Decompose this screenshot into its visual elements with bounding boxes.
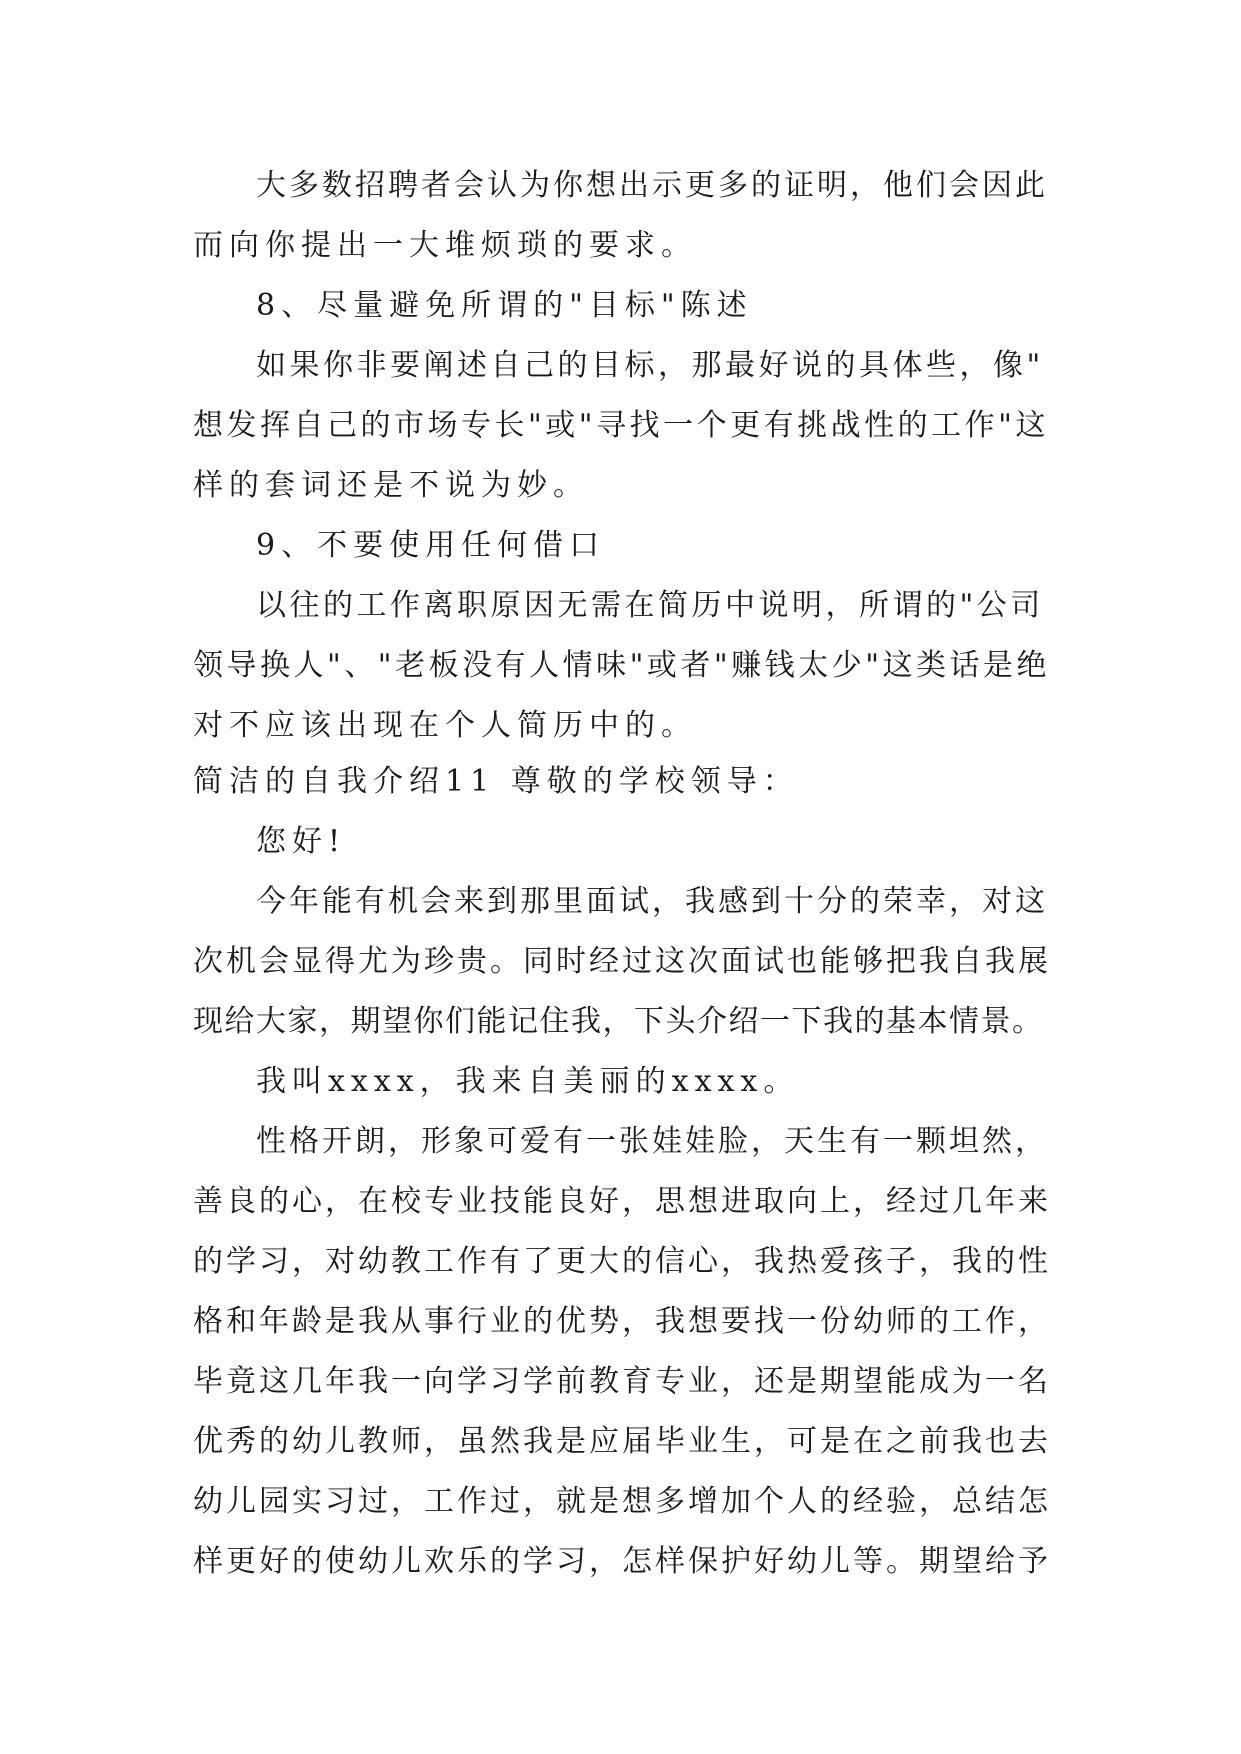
paragraph-line: 样的套词还是不说为妙。 — [193, 468, 589, 503]
section-title: 简洁的自我介绍11 尊敬的学校领导： — [193, 764, 799, 799]
numbered-heading: 9、不要使用任何借口 — [256, 528, 606, 563]
paragraph-line: 如果你非要阐述自己的目标，那最好说的具体些，像" — [256, 348, 1044, 383]
paragraph-line: 对不应该出现在个人简历中的。 — [193, 708, 697, 743]
paragraph-line: 性格开朗，形象可爱有一张娃娃脸，天生有一颗坦然， — [256, 1124, 1048, 1159]
paragraph-line: 善良的心，在校专业技能良好，思想进取向上，经过几年来 — [193, 1184, 1051, 1219]
paragraph-line: 想发挥自己的市场专长"或"寻找一个更有挑战性的工作"这 — [193, 408, 1049, 443]
paragraph-line: 的学习，对幼教工作有了更大的信心，我热爱孩子，我的性 — [193, 1244, 1051, 1279]
greeting: 您好! — [256, 824, 347, 859]
paragraph-line: 领导换人"、"老板没有人情味"或者"赚钱太少"这类话是绝 — [193, 648, 1050, 683]
paragraph-line: 优秀的幼儿教师，虽然我是应届毕业生，可是在之前我也去 — [193, 1424, 1051, 1459]
paragraph-line: 现给大家，期望你们能记住我，下头介绍一下我的基本情景。 — [193, 1004, 1044, 1039]
paragraph-line: 以往的工作离职原因无需在简历中说明，所谓的"公司 — [256, 588, 1044, 623]
numbered-heading: 8、尽量避免所谓的"目标"陈述 — [256, 288, 753, 323]
paragraph-line: 格和年龄是我从事行业的优势，我想要找一份幼师的工作， — [193, 1304, 1051, 1339]
paragraph-line: 今年能有机会来到那里面试，我感到十分的荣幸，对这 — [256, 884, 1048, 919]
paragraph-line: 大多数招聘者会认为你想出示更多的证明，他们会因此 — [256, 168, 1048, 203]
paragraph-line: 幼儿园实习过，工作过，就是想多增加个人的经验，总结怎 — [193, 1484, 1051, 1519]
paragraph-line: 我叫xxxx，我来自美丽的xxxx。 — [256, 1064, 800, 1099]
paragraph-line: 次机会显得尤为珍贵。同时经过这次面试也能够把我自我展 — [193, 944, 1051, 979]
paragraph-line: 样更好的使幼儿欢乐的学习，怎样保护好幼儿等。期望给予 — [193, 1544, 1051, 1579]
paragraph-line: 毕竟这几年我一向学习学前教育专业，还是期望能成为一名 — [193, 1364, 1051, 1399]
paragraph-line: 而向你提出一大堆烦琐的要求。 — [193, 228, 697, 263]
